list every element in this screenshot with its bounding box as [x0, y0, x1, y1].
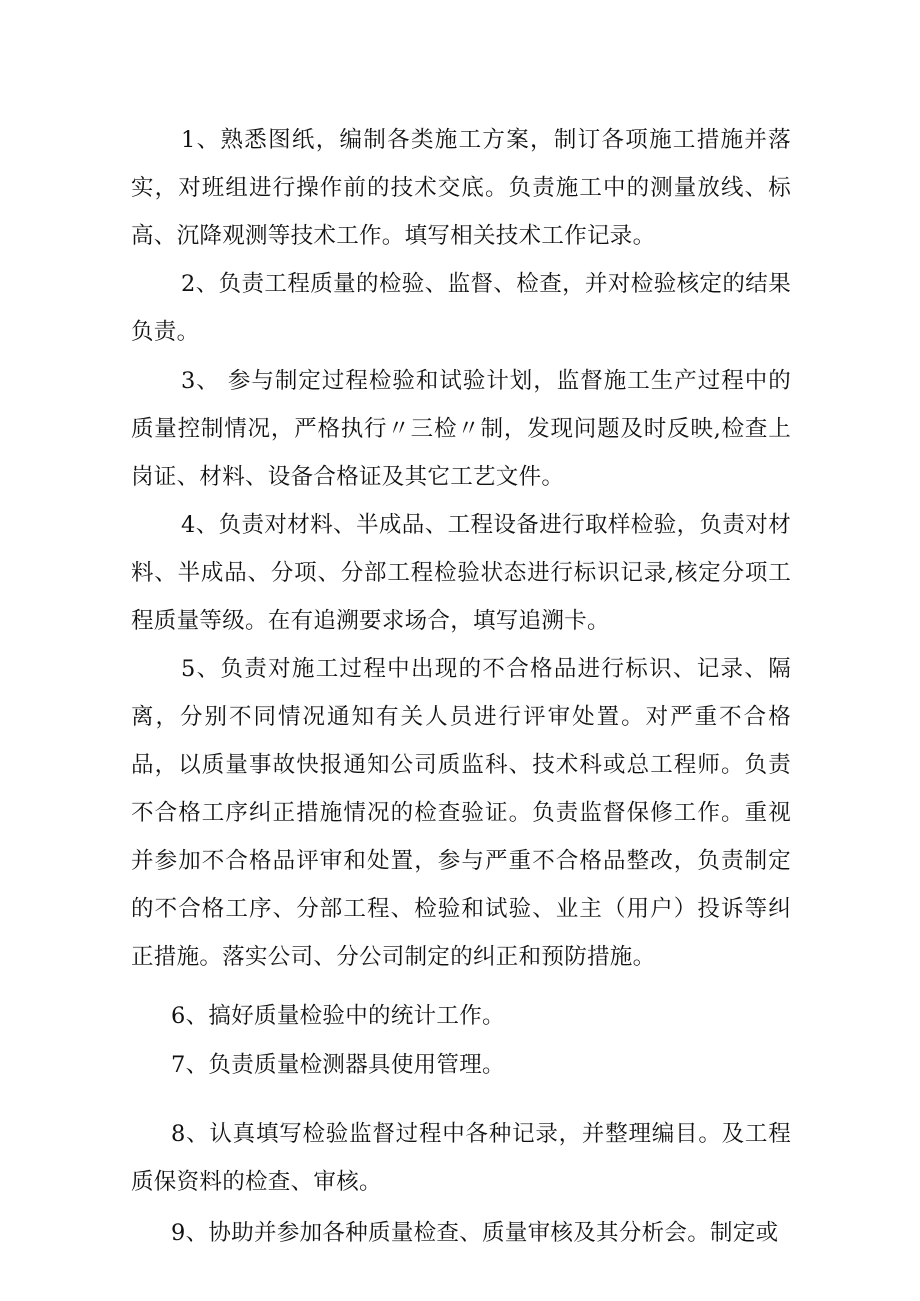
paragraph-9: 9、协助并参加各种质量检查、质量审核及其分析会。制定或 — [171, 1220, 779, 1246]
paragraph-5: 5、负责对施工过程中出现的不合格品进行标识、记录、隔离，分别不同情况通知有关人员进行评审处置。对严重不合格品，以质量事故快报通知公司质监科、技术科或总工程师。负责不合格工序纠正措施情况的检查验证。负责监督保修工作。重视并参加不合格品评审和处置，参与严重不合格品整改，负责制定的不合格工序、分部工程、检验和试验、业主（用户）投诉等纠正措施。落实公司、分公司制定的纠正和预防措施。 — [131, 656, 791, 970]
paragraph-6: 6、搞好质量检验中的统计工作。 — [171, 1003, 505, 1029]
paragraph-4: 4、负责对材料、半成品、工程设备进行取样检验，负责对材料、半成品、分项、分部工程检验状态进行标识记录,核定分项工程质量等级。在有追溯要求场合，填写追溯卡。 — [131, 512, 791, 634]
paragraph-8: 8、认真填写检验监督过程中各种记录，并整理编目。及工程质保资料的检查、审核。 — [131, 1121, 791, 1195]
paragraph-1: 1、熟悉图纸，编制各类施工方案，制订各项施工措施并落实，对班组进行操作前的技术交底。负责施工中的测量放线、标高、沉降观测等技术工作。填写相关技术工作记录。 — [131, 127, 791, 249]
paragraph-7: 7、负责质量检测器具使用管理。 — [171, 1052, 505, 1078]
paragraph-2: 2、负责工程质量的检验、监督、检查，并对检验核定的结果负责。 — [131, 271, 791, 345]
paragraph-3: 3、 参与制定过程检验和试验计划，监督施工生产过程中的质量控制情况，严格执行〃三检〃制，发现问题及时反映,检查上岗证、材料、设备合格证及其它工艺文件。 — [131, 368, 791, 490]
